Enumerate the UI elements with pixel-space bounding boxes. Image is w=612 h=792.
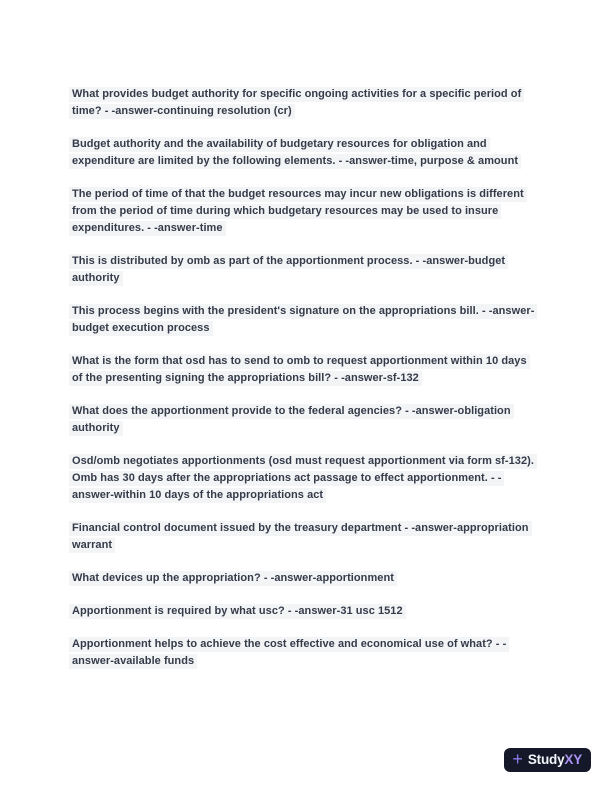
qa-text: Apportionment is required by what usc? - -answer-31 usc 1512	[69, 604, 406, 619]
qa-text: Budget authority and the availability of budgetary resources for obligation and expenditure are limited by the following elements. - -answer-time, purpose & amount	[69, 137, 521, 169]
qa-list	[72, 86, 538, 686]
qa-text: This process begins with the president's signature on the appropriations bill. - -answer-budget execution process	[69, 304, 537, 336]
brand-wordmark	[528, 753, 582, 767]
qa-paragraph	[72, 86, 538, 120]
qa-paragraph	[72, 403, 538, 437]
qa-paragraph	[72, 186, 538, 237]
qa-text: What devices up the appropriation? - -answer-apportionment	[69, 571, 397, 586]
qa-text: This is distributed by omb as part of the apportionment process. - -answer-budget authority	[69, 254, 508, 286]
qa-text: What provides budget authority for specific ongoing activities for a specific period of time? - -answer-continuing resolution (cr)	[69, 87, 524, 119]
qa-paragraph	[72, 603, 538, 620]
qa-paragraph	[72, 253, 538, 287]
qa-paragraph	[72, 303, 538, 337]
studyxy-badge[interactable]	[504, 748, 591, 772]
qa-paragraph	[72, 570, 538, 587]
qa-paragraph	[72, 636, 538, 670]
qa-paragraph	[72, 136, 538, 170]
qa-paragraph	[72, 520, 538, 554]
qa-text: Apportionment helps to achieve the cost effective and economical use of what? - -answer-available funds	[69, 637, 509, 669]
qa-text: Financial control document issued by the treasury department - -answer-appropriation warrant	[69, 521, 532, 553]
plus-icon: +	[512, 749, 523, 769]
qa-paragraph	[72, 453, 538, 504]
qa-text: The period of time of that the budget resources may incur new obligations is different from the period of time during which budgetary resources may be used to insure expenditures. - -answer-time	[69, 187, 527, 236]
qa-text: Osd/omb negotiates apportionments (osd must request apportionment via form sf-132). Omb has 30 days after the appropriations act passage to effect apportionment. - -answer-within 10 days of the appropriations act	[69, 454, 537, 503]
qa-text: What does the apportionment provide to the federal agencies? - -answer-obligation authority	[69, 404, 514, 436]
qa-text: What is the form that osd has to send to omb to request apportionment within 10 days of the presenting signing the appropriations bill? - -answer-sf-132	[69, 354, 530, 386]
qa-paragraph	[72, 353, 538, 387]
brand-name-accent: XY	[564, 752, 582, 768]
brand-name-primary: Study	[527, 752, 565, 768]
